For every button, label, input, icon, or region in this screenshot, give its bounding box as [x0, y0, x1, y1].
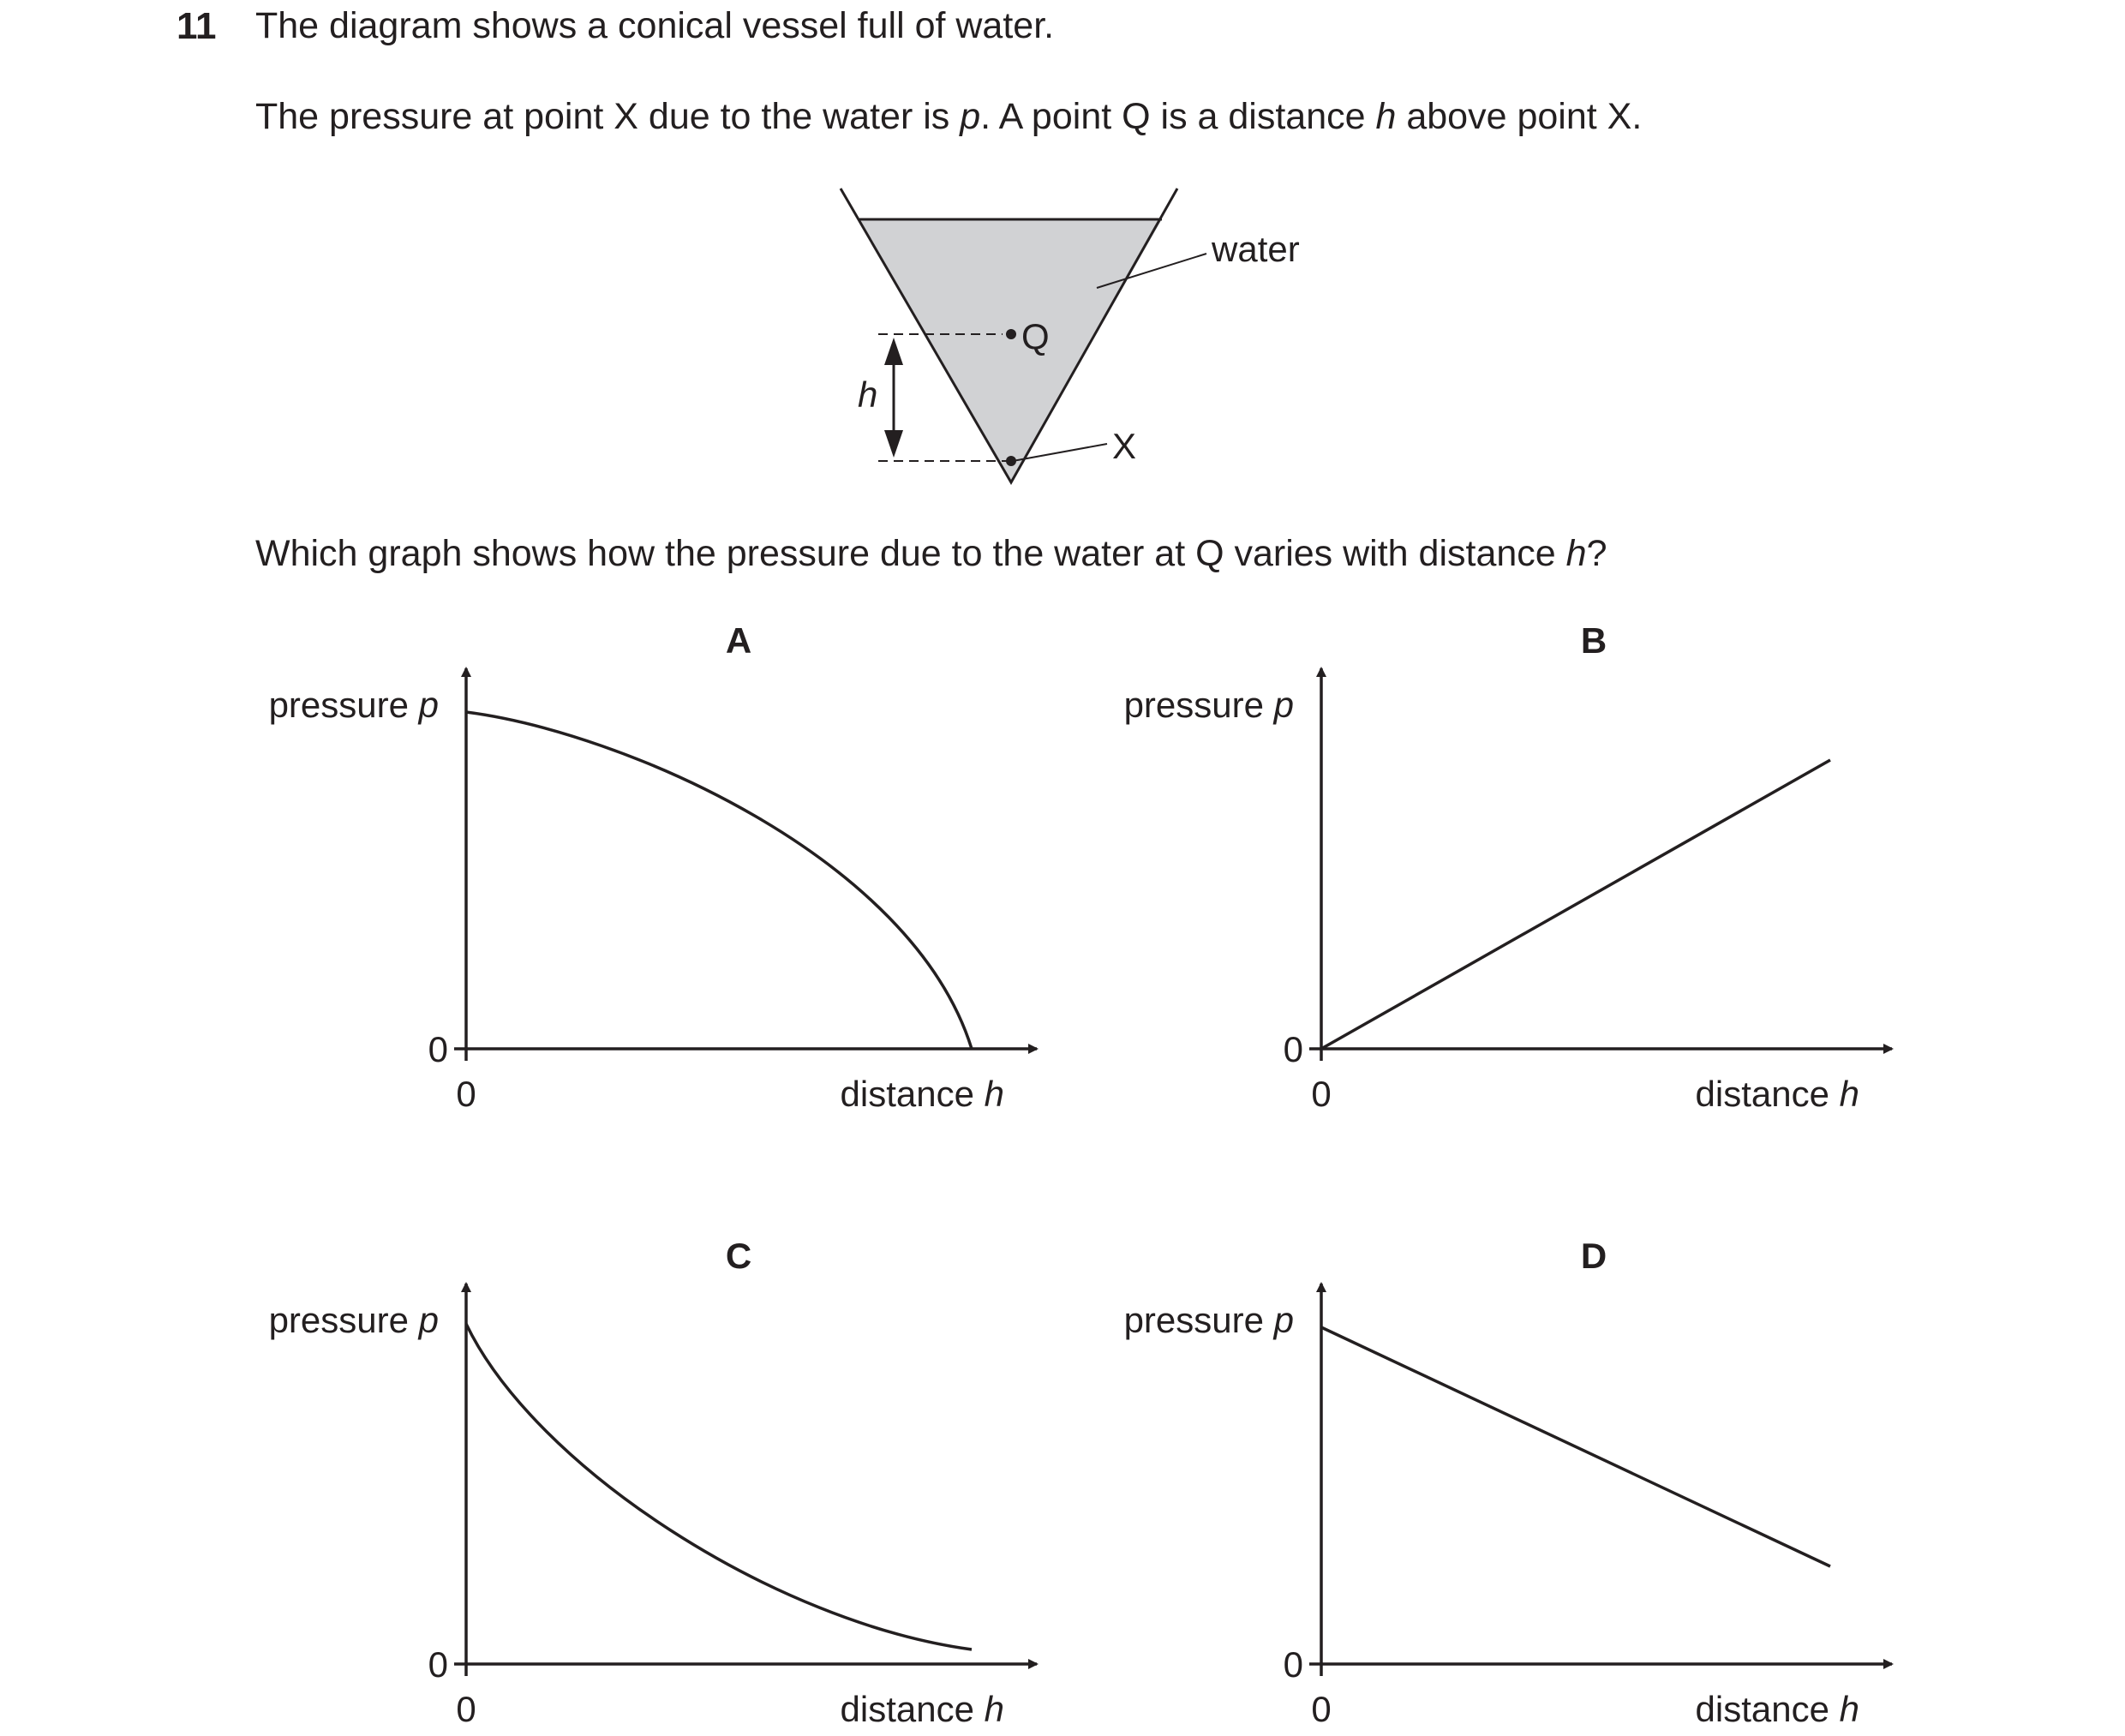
- x-axis-label: [841, 1074, 1004, 1114]
- y-axis-label-symbol: p: [418, 1300, 439, 1340]
- x-tick-label: 0: [1311, 1689, 1332, 1729]
- y-axis-label-symbol: p: [418, 685, 439, 725]
- height-label: h: [858, 374, 878, 415]
- x-tick-label: 0: [456, 1689, 476, 1729]
- height-arrow-up-head: [884, 338, 903, 365]
- point-q-dot: [1006, 329, 1016, 339]
- graph-d[interactable]: [1124, 1236, 1892, 1729]
- graph-b[interactable]: [1124, 620, 1892, 1114]
- x-axis-label-symbol: h: [1839, 1074, 1859, 1114]
- height-arrow-down-head: [884, 430, 903, 458]
- text-segment: The pressure at point X due to the water is: [255, 96, 961, 137]
- x-axis-label-symbol: h: [984, 1689, 1004, 1729]
- option-label: D: [1580, 1236, 1607, 1276]
- text-segment: . A point Q is a distance: [980, 96, 1376, 137]
- conical-vessel-diagram: [841, 189, 1300, 482]
- option-label: C: [725, 1236, 752, 1276]
- symbol-h: h: [1565, 533, 1587, 574]
- question-line-1: The diagram shows a conical vessel full of water.: [255, 5, 1055, 46]
- point-q-label: Q: [1021, 316, 1050, 356]
- y-axis-label-word: pressure: [1123, 685, 1274, 725]
- y-axis-label-word: pressure: [268, 1300, 419, 1340]
- pressure-curve: [466, 1324, 972, 1649]
- y-tick-label: 0: [428, 1029, 448, 1069]
- y-axis-label: [1124, 1300, 1294, 1340]
- point-x-label: X: [1112, 426, 1137, 466]
- x-axis-label-word: distance: [840, 1689, 985, 1729]
- y-axis-label-word: pressure: [268, 685, 419, 725]
- y-axis-label: [269, 1300, 439, 1340]
- y-tick-label: 0: [1283, 1029, 1303, 1069]
- option-label: A: [725, 620, 752, 661]
- pressure-curve: [466, 712, 972, 1049]
- x-axis-label-word: distance: [1695, 1689, 1840, 1729]
- text-segment: ?: [1586, 533, 1607, 574]
- graph-c[interactable]: [269, 1236, 1037, 1729]
- x-axis-label-symbol: h: [984, 1074, 1004, 1114]
- y-tick-label: 0: [428, 1644, 448, 1685]
- x-axis-label-word: distance: [840, 1074, 985, 1114]
- x-axis-label-symbol: h: [1839, 1689, 1859, 1729]
- question-number: 11: [177, 5, 217, 47]
- pressure-curve: [1321, 1327, 1830, 1566]
- symbol-h: h: [1375, 96, 1397, 137]
- y-tick-label: 0: [1283, 1644, 1303, 1685]
- x-tick-label: 0: [1311, 1074, 1332, 1114]
- y-axis-label: [269, 685, 439, 725]
- x-axis-label-word: distance: [1695, 1074, 1840, 1114]
- option-label: B: [1580, 620, 1607, 661]
- symbol-p: p: [960, 96, 981, 137]
- water-label: water: [1212, 229, 1300, 269]
- y-axis-label-symbol: p: [1273, 1300, 1294, 1340]
- x-axis-label: [841, 1689, 1004, 1729]
- text-segment: Which graph shows how the pressure due to the water at Q varies with distance: [255, 533, 1566, 574]
- x-axis-label: [1696, 1689, 1859, 1729]
- y-axis-label-symbol: p: [1273, 685, 1294, 725]
- graph-a[interactable]: [269, 620, 1037, 1114]
- pressure-curve: [1321, 760, 1830, 1049]
- x-axis-label: [1696, 1074, 1859, 1114]
- text-segment: above point X.: [1396, 96, 1643, 137]
- y-axis-label-word: pressure: [1123, 1300, 1274, 1340]
- x-tick-label: 0: [456, 1074, 476, 1114]
- y-axis-label: [1124, 685, 1294, 725]
